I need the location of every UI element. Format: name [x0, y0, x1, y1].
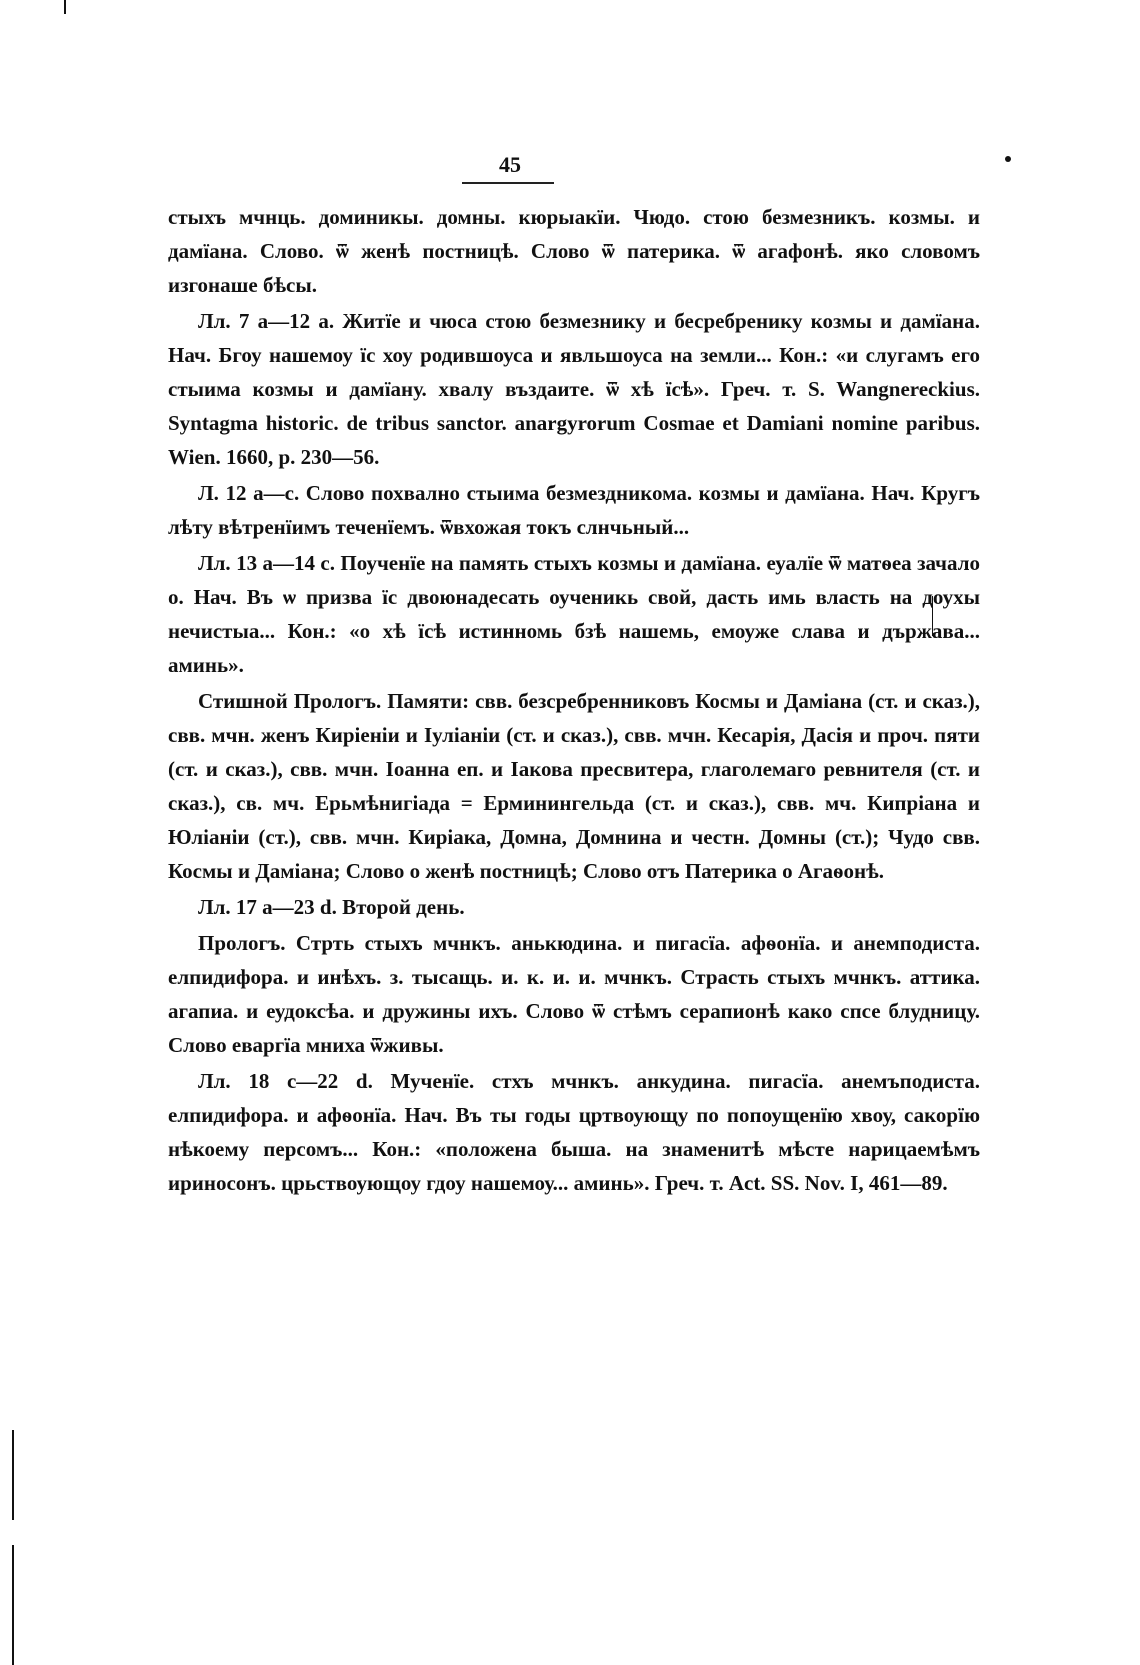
paragraph-6: Лл. 17 а—23 d. Второй день.	[198, 895, 465, 920]
page-number-rule	[462, 182, 554, 184]
scan-mark	[12, 1430, 14, 1520]
paragraph-7: Прологъ. Стрть стыхъ мчнкъ. анькюдина. и пигасїа. афѳонїа. и анемподиста. елпидифора. и инѣхъ. з. тысащь. и. к. и. и. мчнкъ. Страсть стыхъ мчнкъ. аттика. агапиа. и еудоксѣа. и дружины ихъ. Слово ѿ стѣмъ серапионѣ како спсе блудницу. Слово еваргїа мниха ѿживы.	[168, 931, 980, 1058]
paragraph-5: Стишной Прологъ. Памяти: свв. безсребренниковъ Космы и Даміана (ст. и сказ.), свв. мчн. женъ Киріеніи и Іуліаніи (ст. и сказ.), свв. мчн. Кесарія, Дасія и проч. пяти (ст. и сказ.), свв. мчн. Іоанна еп. и Іакова пресвитера, глаголемаго ревнителя (ст. и сказ.), св. мч. Ерьмѣнигіада = Ерминингельда (ст. и сказ.), свв. мч. Кипріана и Юліаніи (ст.), свв. мчн. Киріака, Домна, Домнина и честн. Домны (ст.); Чудо свв. Космы и Даміана; Слово о женѣ постницѣ; Слово отъ Патерика о Агаѳонѣ.	[168, 689, 980, 884]
paragraph-1: стыхъ мчнць. доминикы. домны. кюрыакїи. Чюдо. стою безмезникъ. козмы. и дамїана. Слово. ѿ женѣ постницѣ. Слово ѿ патерика. ѿ агафонѣ. яко словомъ изгонаше бѣсы.	[168, 205, 980, 298]
paragraph-3: Л. 12 а—с. Слово похвално стыима безмездникома. козмы и дамїана. Нач. Кругъ лѣту вѣтренїимъ теченїемъ. ѿвхожая токъ слнчьный...	[168, 481, 980, 540]
paragraph-8: Лл. 18 с—22 d. Мученїе. стхъ мчнкъ. анкудина. пигасїа. анемъподиста. елпидифора. и афѳонїа. Нач. Въ ты годы цртвоующу по попоущенїю хвоу, сакорїю нѣкоему персомъ... Кон.: «положена быша. на знаменитѣ мѣсте нарицаемѣмъ ириносонъ. црьствоующоу гдоу нашемоу... аминь». Греч. т. Act. SS. Nov. I, 461—89.	[168, 1069, 980, 1196]
scan-mark	[12, 1545, 14, 1665]
paragraph-4: Лл. 13 а—14 с. Поученїе на память стыхъ козмы и дамїана. еуалїе ѿ матѳеа зачало о. Нач. Въ ѡ призва їс двоюнадесать оученикь свой, дасть имь власть на доухы нечистыа... Кон.: «о хѣ їсѣ истинномь бзѣ нашемь, емоуже слава и държава... аминь».	[168, 551, 980, 678]
document-body	[168, 200, 980, 1202]
paragraph-2: Лл. 7 а—12 а. Житїе и чюса стою безмезнику и бесребренику козмы и дамїана. Нач. Бгоу нашемоу їс хоу родившоуса и явльшоуса на земли... Кон.: «и слугамъ его стыима козмы и дамїану. хвалу въздаите. ѿ хѣ їсѣ». Греч. т. S. Wangnereckius. Syntagma historic. de tribus sanctor. anargyrorum Cosmae et Damiani nomine paribus. Wien. 1660, p. 230—56.	[168, 309, 980, 470]
margin-dot	[1005, 156, 1011, 162]
page-number: 45	[499, 152, 521, 177]
scan-mark	[64, 0, 66, 14]
